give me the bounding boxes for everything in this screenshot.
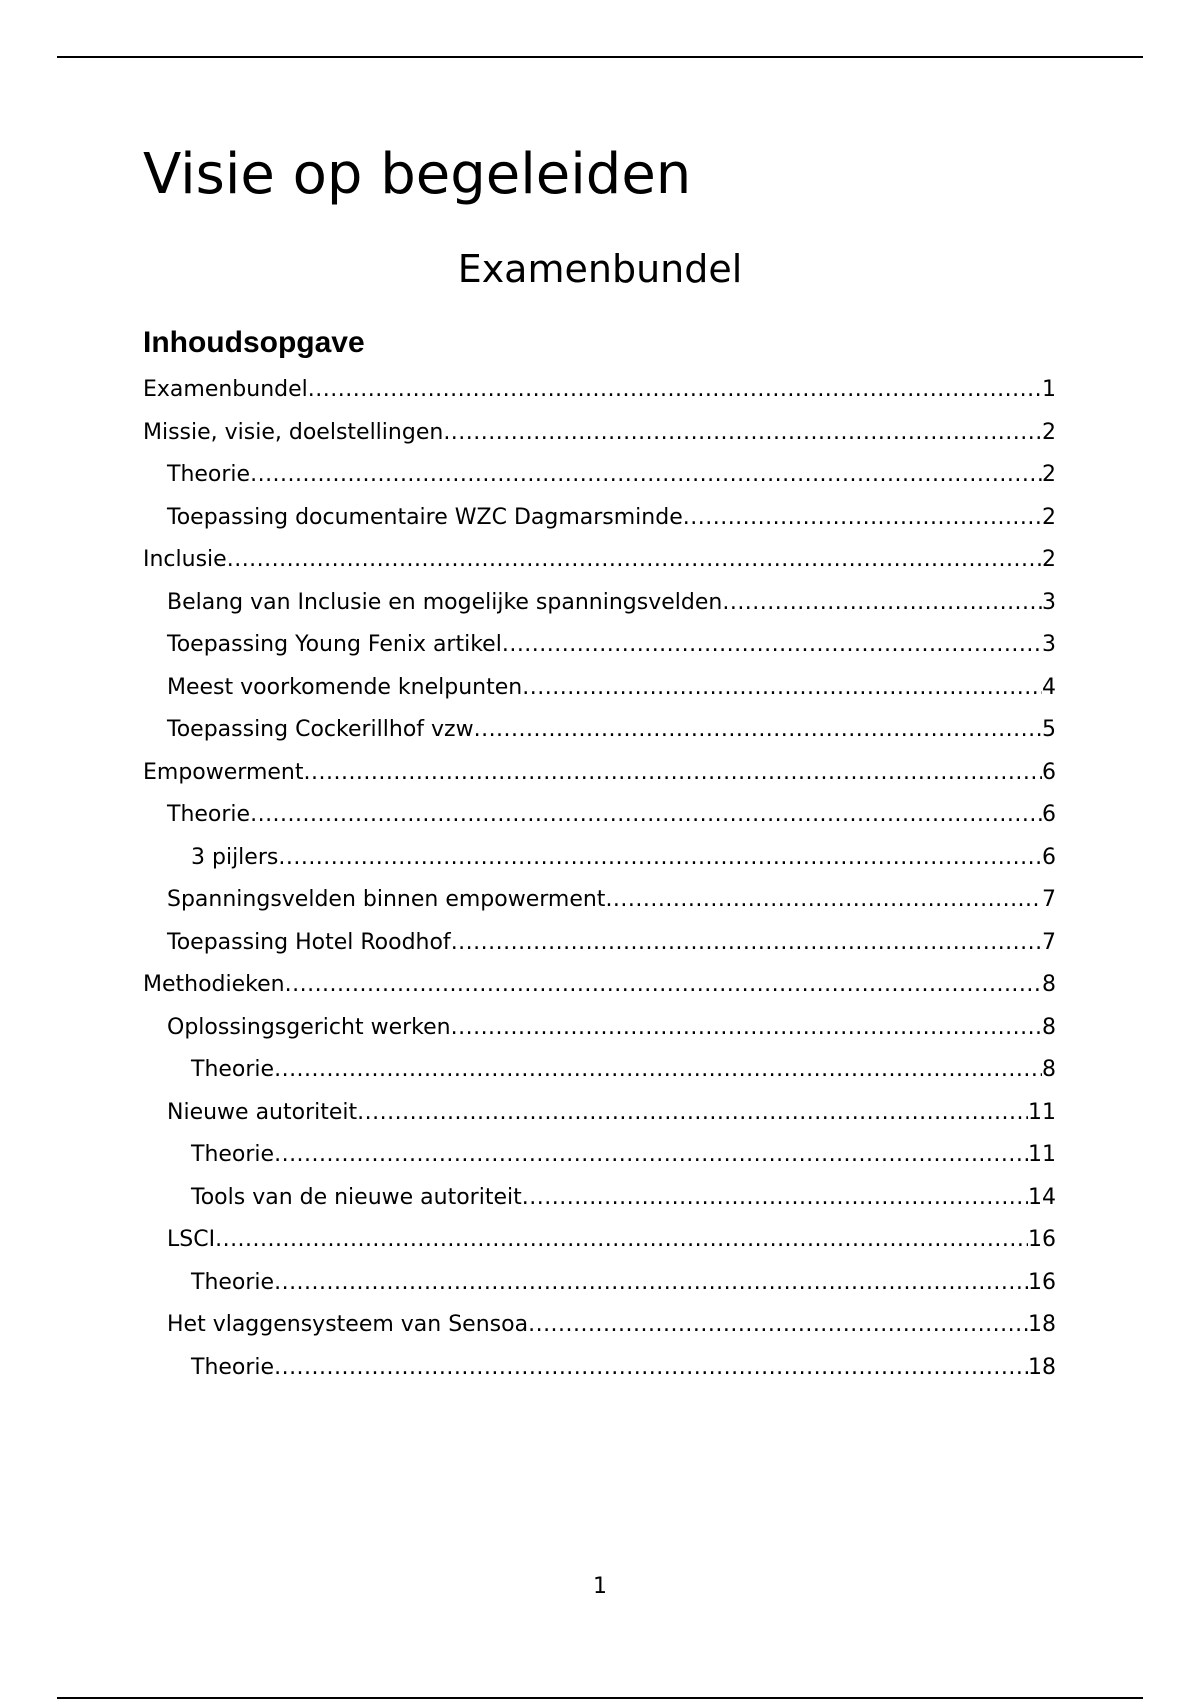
toc-entry[interactable] — [143, 369, 1056, 412]
toc-entry-page-number: 6 — [1042, 802, 1056, 827]
toc-entry-label: Oplossingsgericht werken — [167, 1014, 451, 1040]
toc-entry-label: Belang van Inclusie en mogelijke spanningsvelden — [167, 589, 723, 615]
toc-entry-page-number: 16 — [1028, 1227, 1056, 1252]
toc-entry-page-number: 2 — [1042, 547, 1056, 572]
toc-entry[interactable] — [143, 1219, 1056, 1262]
toc-entry[interactable] — [143, 922, 1056, 965]
toc-entry-label: Spanningsvelden binnen empowerment — [167, 887, 606, 912]
toc-entry[interactable] — [143, 1007, 1056, 1050]
toc-entry-page-number: 8 — [1042, 1057, 1056, 1082]
toc-entry[interactable] — [143, 667, 1056, 710]
toc-entry-page-number: 18 — [1028, 1312, 1056, 1337]
toc-entry-page-number: 6 — [1042, 759, 1056, 785]
toc-entry[interactable] — [143, 454, 1056, 497]
toc-dot-leader — [443, 412, 1042, 455]
toc-dot-leader — [522, 667, 1042, 710]
toc-entry-label: Missie, visie, doelstellingen — [143, 419, 444, 445]
toc-entry-page-number: 3 — [1042, 632, 1056, 657]
toc-dot-leader — [451, 922, 1042, 965]
toc-entry-page-number: 8 — [1042, 1014, 1056, 1040]
toc-entry-label: Toepassing documentaire WZC Dagmarsminde — [167, 504, 683, 530]
toc-entry-page-number: 11 — [1028, 1099, 1056, 1125]
toc-entry-label: Nieuwe autoriteit — [167, 1099, 358, 1125]
toc-entry[interactable] — [143, 964, 1056, 1007]
toc-entry-label: Theorie — [167, 802, 251, 827]
toc-dot-leader — [308, 369, 1042, 412]
toc-dot-leader — [227, 539, 1042, 582]
toc-entry[interactable] — [143, 412, 1056, 455]
toc-entry-page-number: 16 — [1028, 1269, 1056, 1295]
toc-entry[interactable] — [143, 624, 1056, 667]
toc-dot-leader — [274, 1134, 1028, 1177]
toc-entry-label: Theorie — [191, 1269, 275, 1295]
toc-entry-page-number: 14 — [1028, 1184, 1056, 1210]
toc-entry-label: Toepassing Young Fenix artikel — [167, 632, 502, 657]
toc-dot-leader — [451, 1007, 1042, 1050]
toc-entry-label: 3 pijlers — [191, 844, 279, 870]
toc-entry-label: Meest voorkomende knelpunten — [167, 674, 523, 700]
toc-entry-page-number: 2 — [1042, 504, 1056, 530]
toc-entry[interactable] — [143, 1262, 1056, 1305]
toc-entry-page-number: 8 — [1042, 972, 1056, 997]
toc-entry-page-number: 3 — [1042, 589, 1056, 615]
toc-entry[interactable] — [143, 879, 1056, 922]
toc-dot-leader — [274, 1347, 1028, 1390]
toc-dot-leader — [285, 964, 1042, 1007]
toc-dot-leader — [274, 1049, 1042, 1092]
toc-entry-label: Tools van de nieuwe autoriteit — [191, 1184, 522, 1210]
toc-dot-leader — [474, 709, 1042, 752]
toc-entry-label: Examenbundel — [143, 377, 308, 402]
toc-entry-page-number: 7 — [1042, 887, 1056, 912]
toc-dot-leader — [605, 879, 1042, 922]
toc-entry[interactable] — [143, 1177, 1056, 1220]
toc-entry-page-number: 1 — [1042, 377, 1056, 402]
toc-entry-label: Theorie — [191, 1142, 275, 1167]
toc-entry-label: Methodieken — [143, 972, 285, 997]
toc-entry-label: LSCI — [167, 1227, 216, 1252]
toc-entry[interactable] — [143, 582, 1056, 625]
toc-entry[interactable] — [143, 752, 1056, 795]
toc-entry-page-number: 2 — [1042, 462, 1056, 487]
toc-entry-label: Toepassing Hotel Roodhof — [167, 929, 451, 955]
toc-entry[interactable] — [143, 1304, 1056, 1347]
toc-entry[interactable] — [143, 794, 1056, 837]
toc-entry-page-number: 5 — [1042, 717, 1056, 742]
toc-entry[interactable] — [143, 497, 1056, 540]
document-subtitle: Examenbundel — [457, 247, 743, 291]
header-rule — [57, 56, 1143, 58]
toc-dot-leader — [274, 1262, 1028, 1305]
toc-dot-leader — [303, 752, 1042, 795]
toc-entry-page-number: 4 — [1042, 674, 1056, 700]
toc-entry-label: Theorie — [191, 1057, 275, 1082]
toc-entry[interactable] — [143, 837, 1056, 880]
toc-entry[interactable] — [143, 539, 1056, 582]
toc-dot-leader — [502, 624, 1042, 667]
toc-entry[interactable] — [143, 1092, 1056, 1135]
toc-entry[interactable] — [143, 1347, 1056, 1390]
table-of-contents — [143, 369, 1056, 1389]
toc-entry-page-number: 6 — [1042, 844, 1056, 870]
toc-dot-leader — [357, 1092, 1028, 1135]
toc-entry-page-number: 7 — [1042, 929, 1056, 955]
toc-dot-leader — [250, 794, 1042, 837]
toc-entry-label: Empowerment — [143, 759, 304, 785]
toc-entry-label: Toepassing Cockerillhof vzw — [167, 717, 474, 742]
toc-entry-page-number: 2 — [1042, 419, 1056, 445]
toc-entry-page-number: 18 — [1028, 1354, 1056, 1380]
toc-entry-label: Inclusie — [143, 547, 227, 572]
toc-entry-label: Theorie — [167, 462, 251, 487]
document-title: Visie op begeleiden — [143, 142, 692, 207]
footer-rule — [57, 1697, 1143, 1699]
toc-entry[interactable] — [143, 709, 1056, 752]
toc-dot-leader — [250, 454, 1042, 497]
toc-entry-page-number: 11 — [1028, 1142, 1056, 1167]
toc-entry[interactable] — [143, 1134, 1056, 1177]
toc-heading: Inhoudsopgave — [143, 326, 365, 359]
toc-dot-leader — [278, 837, 1042, 880]
toc-entry[interactable] — [143, 1049, 1056, 1092]
toc-entry-label: Theorie — [191, 1354, 275, 1380]
toc-dot-leader — [528, 1304, 1028, 1347]
toc-entry-label: Het vlaggensysteem van Sensoa — [167, 1312, 529, 1337]
toc-dot-leader — [522, 1177, 1028, 1220]
toc-dot-leader — [722, 582, 1042, 625]
page-number: 1 — [593, 1574, 607, 1599]
toc-dot-leader — [215, 1219, 1028, 1262]
toc-dot-leader — [683, 497, 1042, 540]
